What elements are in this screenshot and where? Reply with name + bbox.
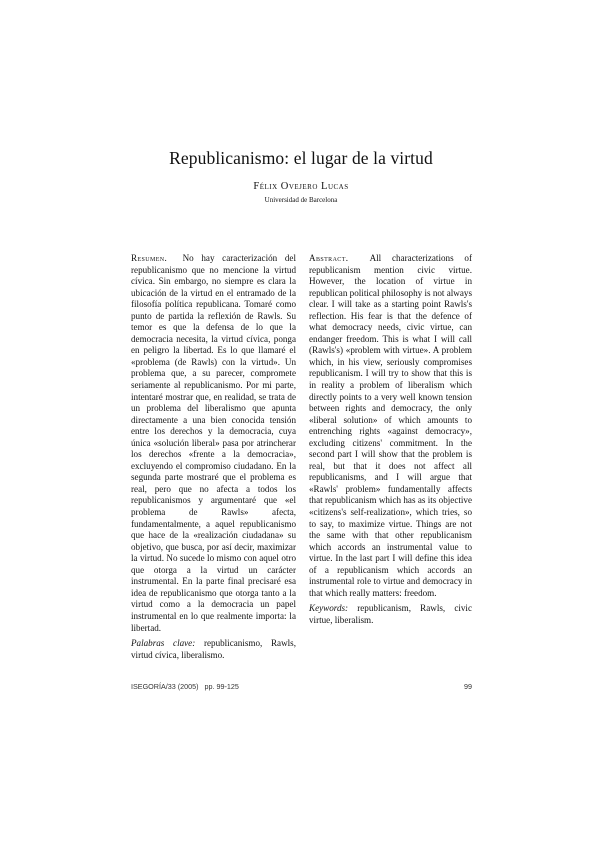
resumen-column <box>131 253 296 661</box>
footer-journal: ISEGORÍA/33 (2005) <box>131 682 199 691</box>
footer-journal-info <box>131 682 239 691</box>
palabras-clave-label: Palabras clave: <box>131 638 196 649</box>
resumen-text: No hay caracterización del republicanismo que no mencione la virtud cívica. Sin embargo, no siempre es clara la ubicación de la virtud en el entramado de la filosofía política republicana. Tomaré como punto de partida la reflexión de Rawls. Su temor es que la defensa de lo que la democracia necesita, la virtud cívica, ponga en peligro la libertad. Es lo que llamaré el «problema (de Rawls) con la virtud». Un problema que, a su parecer, compromete seriamente al republicanismo. Por mi parte, intentaré mostrar que, en realidad, se trata de un problema del liberalismo que apunta directamente a una bien conocida tensión entre los derechos y la democracia, cuya única «solución liberal» pasa por atrincherar los derechos «frente a la democracia», excluyendo el compromiso ciudadano. En la segunda parte mostraré que el problema es real, pero que no afecta a todos los republicanismos y argumentaré que «el problema de Rawls» afecta, fundamentalmente, a aquel republicanismo que hace de la «realización ciudadana» su objetivo, que busca, por así decir, maximizar la virtud. No sucede lo mismo con aquel otro que otorga a la virtud un carácter instrumental. En la parte final precisaré esa idea de republicanismo que otorga tanto a la virtud como a la democracia un papel instrumental en lo que realmente importa: la libertad. <box>131 253 296 633</box>
palabras-clave-text: republicanismo, Rawls, virtud cívica, liberalismo. <box>131 638 296 660</box>
keywords-label: Keywords: <box>309 603 349 614</box>
keywords-text: republicanism, Rawls, civic virtue, liberalism. <box>309 603 472 625</box>
article-title: Republicanismo: el lugar de la virtud <box>169 148 433 168</box>
resumen-label: Resumen. <box>131 253 168 263</box>
abstract-label: Abstract. <box>309 253 349 263</box>
abstract-keywords <box>309 603 472 626</box>
resumen-paragraph <box>131 253 296 634</box>
page-number: 99 <box>464 682 472 691</box>
abstract-text: All characterizations of republicanism mention civic virtue. However, the location of virtue in republican political philosophy is not always clear. I will take as a starting point Rawls's reflection. His fear is that the defence of what democracy needs, civic virtue, can endanger freedom. This is what I will call (Rawls's) «problem with virtue». A problem which, in his view, seriously compromises republicanism. I will try to show that this is in reality a problem of liberalism which directly points to a very well known tension between rights and democracy, the only «liberal solution» of which amounts to entrenching rights «against democracy», excluding citizens' commitment. In the second part I will show that the problem is real, but that it does not affect all republicanisms, and I will argue that «Rawls' problem» fundamentally affects that republicanism which has as its objective «citizens's self-realization», which tries, so to say, to maximize virtue. Things are not the same with that other republicanism which accords an instrumental value to virtue. In the last part I will define this idea of a republicanism which accords an instrumental role to virtue and democracy in that which really matters: freedom. <box>309 253 472 598</box>
author-affiliation: Universidad de Barcelona <box>264 196 338 204</box>
abstract-paragraph <box>309 253 472 599</box>
article-author: Félix Ovejero Lucas <box>253 181 349 192</box>
footer-pages: pp. 99-125 <box>204 682 239 691</box>
abstract-column <box>309 253 472 627</box>
resumen-keywords <box>131 638 296 661</box>
